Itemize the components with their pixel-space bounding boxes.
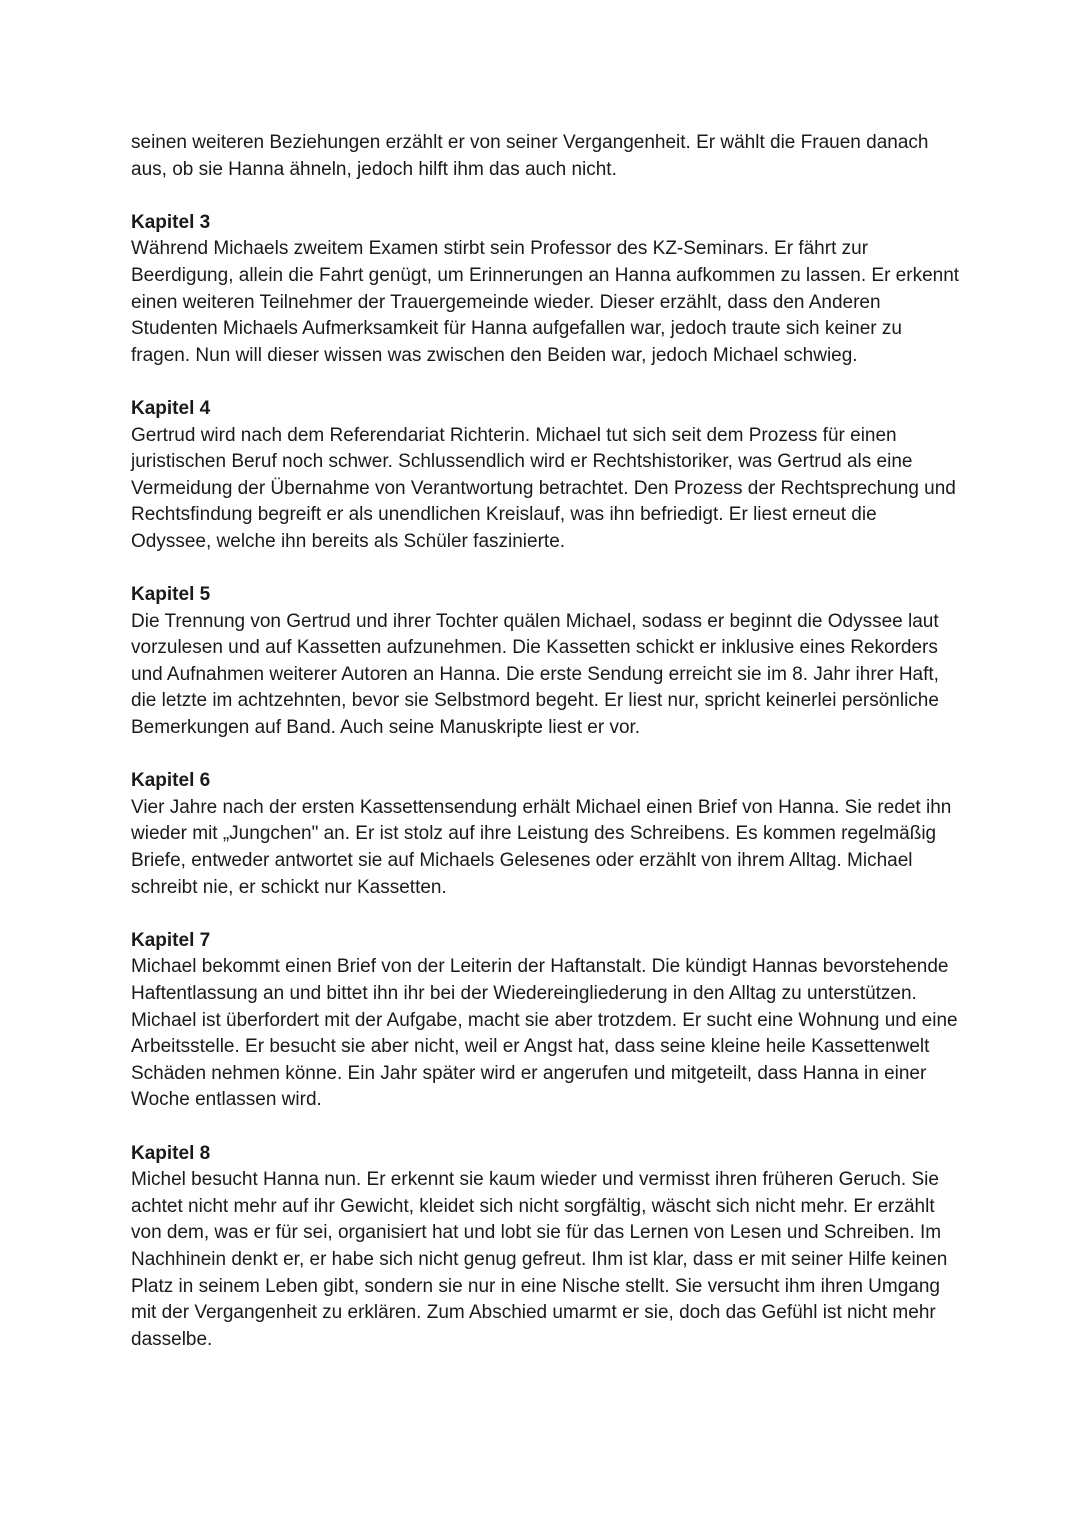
- section-kapitel-8: [131, 1141, 961, 1354]
- section-paragraph: Gertrud wird nach dem Referendariat Richterin. Michael tut sich seit dem Prozess für einen juristischen Beruf noch schwer. Schlussendlich wird er Rechtshistoriker, was Gertrud als eine Vermeidung der Übernahme von Verantwortung betrachtet. Den Prozess der Rechtsprechung und Rechtsfindung begreift er als unendlichen Kreislauf, was ihn befriedigt. Er liest erneut die Odyssee, welche ihn bereits als Schüler faszinierte.: [131, 424, 956, 552]
- section-kapitel-3: [131, 210, 961, 370]
- section-heading: Kapitel 7: [131, 929, 211, 951]
- section-kapitel-6: [131, 768, 961, 901]
- section-paragraph: Michel besucht Hanna nun. Er erkennt sie kaum wieder und vermisst ihren früheren Geruch. Sie achtet nicht mehr auf ihr Gewicht, kleidet sich nicht sorgfältig, wäscht sich nicht mehr. Er erzählt von dem, was er für sei, organisiert hat und lobt sie für das Lernen von Lesen und Schreiben. Im Nachhinein denkt er, er habe sich nicht genug gefreut. Ihm ist klar, dass er mit seiner Hilfe keinen Platz in seinem Leben gibt, sondern sie nur in eine Nische stellt. Sie versucht ihm ihren Umgang mit der Vergangenheit zu erklären. Zum Abschied umarmt er sie, doch das Gefühl ist nicht mehr dasselbe.: [131, 1169, 948, 1350]
- intro-paragraph: seinen weiteren Beziehungen erzählt er von seiner Vergangenheit. Er wählt die Frauen danach aus, ob sie Hanna ähneln, jedoch hilft ihm das auch nicht.: [131, 132, 929, 180]
- section-kapitel-5: [131, 582, 961, 742]
- section-paragraph: Während Michaels zweitem Examen stirbt sein Professor des KZ-Seminars. Er fährt zur Beerdigung, allein die Fahrt genügt, um Erinnerungen an Hanna aufkommen zu lassen. Er erkennt einen weiteren Teilnehmer der Trauergemeinde wieder. Dieser erzählt, dass den Anderen Studenten Michaels Aufmerksamkeit für Hanna aufgefallen war, jedoch traute sich keiner zu fragen. Nun will dieser wissen was zwischen den Beiden war, jedoch Michael schwieg.: [131, 238, 960, 366]
- section-paragraph: Die Trennung von Gertrud und ihrer Tochter quälen Michael, sodass er beginnt die Odyssee laut vorzulesen und auf Kassetten aufzunehmen. Die Kassetten schickt er inklusive eines Rekorders und Aufnahmen weiterer Autoren an Hanna. Die erste Sendung erreicht sie im 8. Jahr ihrer Haft, die letzte im achtzehnten, bevor sie Selbstmord begeht. Er liest nur, spricht keinerlei persönliche Bemerkungen auf Band. Auch seine Manuskripte liest er vor.: [131, 610, 939, 739]
- section-heading: Kapitel 3: [131, 211, 211, 233]
- document-page: [131, 130, 961, 1353]
- section-heading: Kapitel 4: [131, 397, 211, 419]
- section-kapitel-4: [131, 396, 961, 556]
- section-heading: Kapitel 5: [131, 584, 211, 606]
- section-paragraph: Michael bekommt einen Brief von der Leiterin der Haftanstalt. Die kündigt Hannas bevorstehende Haftentlassung an und bittet ihn ihr bei der Wiedereingliederung in den Alltag zu unterstützen. Michael ist überfordert mit der Aufgabe, macht sie aber trotzdem. Er sucht eine Wohnung und eine Arbeitsstelle. Er besucht sie aber nicht, weil er Angst hat, dass seine kleine heile Kassettenwelt Schäden nehmen könne. Ein Jahr später wird er angerufen und mitgeteilt, dass Hanna in einer Woche entlassen wird.: [131, 956, 958, 1111]
- section-kapitel-7: [131, 928, 961, 1114]
- section-paragraph: Vier Jahre nach der ersten Kassettensendung erhält Michael einen Brief von Hanna. Sie redet ihn wieder mit „Jungchen" an. Er ist stolz auf ihre Leistung des Schreibens. Es kommen regelmäßig Briefe, entweder antwortet sie auf Michaels Gelesenes oder erzählt von ihrem Alltag. Michael schreibt nie, er schickt nur Kassetten.: [131, 796, 952, 898]
- section-heading: Kapitel 8: [131, 1142, 211, 1164]
- section-heading: Kapitel 6: [131, 770, 211, 792]
